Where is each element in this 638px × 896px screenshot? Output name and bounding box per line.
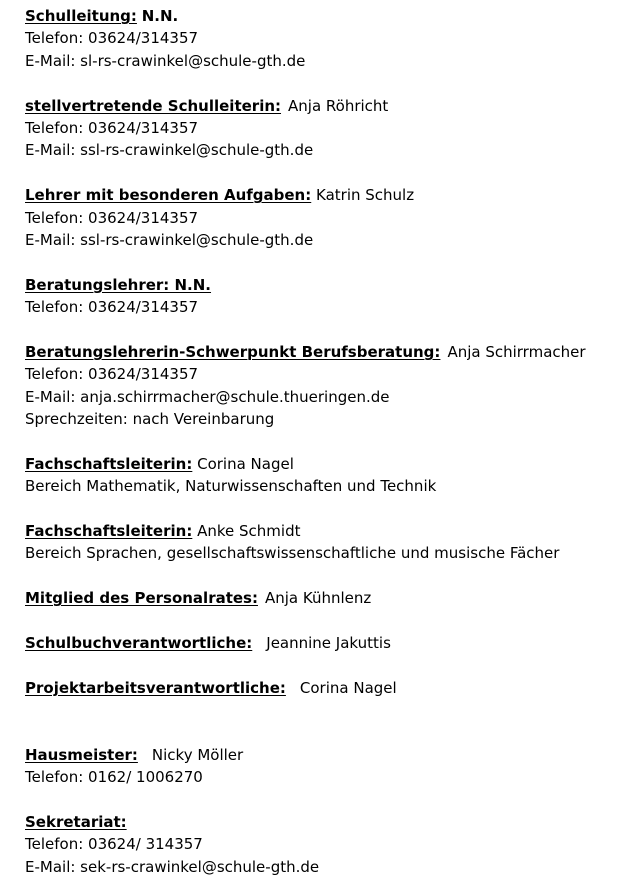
schulleitung-name: N.N. xyxy=(141,7,179,25)
sekretariat-phone: Telefon: 03624/ 314357 xyxy=(25,835,203,854)
schulleitung-email: E-Mail: sl-rs-crawinkel@schule-gth.de xyxy=(25,51,306,70)
spacer xyxy=(25,162,630,184)
berufsberatung-label: Beratungslehrerin-Schwerpunkt Berufsberatung: xyxy=(25,342,441,361)
spacer xyxy=(25,251,630,273)
fach2-label: Fachschaftsleiterin: xyxy=(25,521,193,540)
sekretariat-heading xyxy=(25,811,630,833)
hausmeister-phone: Telefon: 0162/ 1006270 xyxy=(25,768,203,787)
berufsberatung-heading xyxy=(25,341,630,363)
projekt-label: Projektarbeitsverantwortliche: xyxy=(25,678,286,697)
stellv-heading xyxy=(25,95,630,117)
schulbuch-name: Jeannine Jakuttis xyxy=(266,633,391,652)
spacer xyxy=(25,789,630,811)
lehrer-aufgaben-name: Katrin Schulz xyxy=(316,186,415,205)
spacer xyxy=(25,430,630,452)
stellv-name: Anja Röhricht xyxy=(288,96,389,115)
lehrer-aufgaben-phone: Telefon: 03624/314357 xyxy=(25,208,199,227)
spacer xyxy=(25,72,630,94)
berufsberatung-phone: Telefon: 03624/314357 xyxy=(25,365,199,384)
berufsberatung-hours: Sprechzeiten: nach Vereinbarung xyxy=(25,410,275,429)
personalrat-label: Mitglied des Personalrates: xyxy=(25,589,258,608)
personalrat-heading xyxy=(25,587,630,609)
spacer xyxy=(25,654,630,676)
stellv-phone: Telefon: 03624/314357 xyxy=(25,118,199,137)
schulbuch-heading xyxy=(25,632,630,654)
hausmeister-label: Hausmeister: xyxy=(25,745,138,764)
fach1-heading xyxy=(25,453,630,475)
berufsberatung-name: Anja Schirrmacher xyxy=(447,342,586,361)
contact-document xyxy=(25,5,630,878)
stellv-email: E-Mail: ssl-rs-crawinkel@schule-gth.de xyxy=(25,141,314,160)
spacer xyxy=(25,565,630,587)
spacer xyxy=(25,318,630,340)
fach1-name: Corina Nagel xyxy=(197,454,294,473)
schulleitung-heading xyxy=(25,5,630,27)
projekt-heading xyxy=(25,677,630,699)
lehrer-aufgaben-email: E-Mail: ssl-rs-crawinkel@schule-gth.de xyxy=(25,230,314,249)
fach1-area: Bereich Mathematik, Naturwissenschaften und Technik xyxy=(25,477,437,496)
schulleitung-phone: Telefon: 03624/314357 xyxy=(25,29,199,48)
hausmeister-heading xyxy=(25,744,630,766)
spacer xyxy=(25,610,630,632)
sekretariat-email: E-Mail: sek-rs-crawinkel@schule-gth.de xyxy=(25,857,320,876)
spacer xyxy=(25,498,630,520)
fach2-name: Anke Schmidt xyxy=(197,521,301,540)
berufsberatung-email: E-Mail: anja.schirrmacher@schule.thueringen.de xyxy=(25,387,390,406)
lehrer-aufgaben-label: Lehrer mit besonderen Aufgaben: xyxy=(25,186,312,205)
schulbuch-label: Schulbuchverantwortliche: xyxy=(25,633,253,652)
hausmeister-name: Nicky Möller xyxy=(151,745,244,764)
projekt-name: Corina Nagel xyxy=(299,678,397,697)
beratungslehrer-heading xyxy=(25,274,630,296)
fach1-label: Fachschaftsleiterin: xyxy=(25,454,193,473)
spacer xyxy=(25,699,630,744)
fach2-heading xyxy=(25,520,630,542)
personalrat-name: Anja Kühnlenz xyxy=(264,589,372,608)
sekretariat-label: Sekretariat: xyxy=(25,813,127,832)
beratungslehrer-phone: Telefon: 03624/314357 xyxy=(25,298,199,317)
beratungslehrer-label: Beratungslehrer: N.N. xyxy=(25,275,212,294)
stellv-label: stellvertretende Schulleiterin: xyxy=(25,96,282,115)
schulleitung-label: Schulleitung: xyxy=(25,7,137,25)
lehrer-aufgaben-heading xyxy=(25,184,630,206)
fach2-area: Bereich Sprachen, gesellschaftswissenschaftliche und musische Fächer xyxy=(25,544,560,563)
